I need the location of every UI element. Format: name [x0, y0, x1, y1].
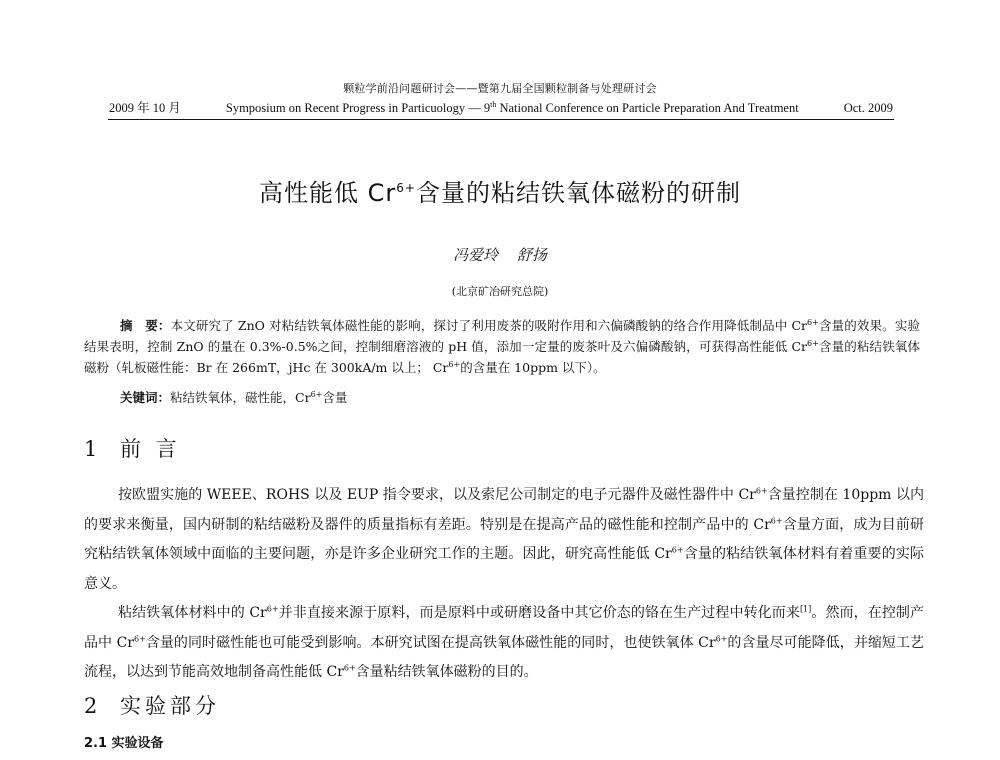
authors: 冯爱玲 舒扬: [453, 246, 547, 264]
title-sup: 6+: [396, 181, 416, 195]
keywords-label: 关键词：: [120, 390, 171, 405]
section-2-title: 实验部分: [120, 694, 220, 718]
abstract-text-4: 的含量在 10ppm 以下）。: [460, 360, 606, 375]
para1-text-1: 按欧盟实施的 WEEE、ROHS 以及 EUP 指令要求，以及索尼公司制定的电子元器件及磁性器件中 Cr: [118, 487, 756, 503]
para2-text-2: 并非直接来源于原料，而是原料中或研磨设备中其它价态的铬在生产过程中转化而来: [278, 605, 800, 621]
para1-sup-1: 6+: [755, 486, 768, 496]
para2-text-1: 粘结铁氧体材料中的 Cr: [118, 605, 267, 621]
conference-header-en: [109, 100, 893, 116]
keywords-text-2: 含量: [322, 390, 348, 405]
keywords-sup: 6+: [310, 389, 323, 399]
para2-text-5: 的含量尽可能降低，并缩短工艺流程，以达到节能高效地制备高性能低 Cr: [84, 634, 925, 680]
affiliation: (北京矿冶研究总院): [451, 285, 549, 298]
conference-header-cn: 颗粒学前沿问题研讨会——暨第九届全国颗粒制备与处理研讨会: [343, 82, 657, 95]
header-rule: [108, 119, 894, 120]
abstract-text-3: 含量的粘结铁氧体磁粉（轧板磁性能：Br 在 266mT，jHc 在 300kA/m 以上； Cr: [84, 339, 920, 375]
keywords: [120, 388, 920, 408]
section-1-title: 前 言: [120, 437, 181, 461]
para2-text-3: 。然而，在控制产品中 Cr: [84, 605, 924, 651]
para1-sup-3: 6+: [671, 545, 684, 555]
header-symposium-part-a: Symposium on Recent Progress in Particuology — 9: [225, 101, 491, 115]
para2-text-4: 含量的同时磁性能也可能受到影响。本研究试图在提高铁氧体磁性能的同时，也使铁氧体 Cr: [145, 634, 716, 651]
section-heading-2: [84, 692, 220, 720]
para2-sup-4: 6+: [343, 663, 356, 673]
abstract-sup-3: 6+: [448, 359, 461, 369]
section-heading-1: [84, 435, 181, 463]
header-symposium-part-b: National Conference on Particle Preparation And Treatment: [496, 101, 799, 115]
para2-sup-3: 6+: [715, 633, 728, 643]
para2-sup-1: 6+: [266, 604, 279, 614]
title-pre: 高性能低 Cr: [259, 179, 397, 207]
abstract-label: 摘 要：: [120, 318, 171, 333]
keywords-text-1: 粘结铁氧体，磁性能，Cr: [170, 390, 311, 405]
header-symposium-name: [226, 100, 799, 116]
intro-paragraph-1: [84, 481, 924, 599]
header-date-en: Oct. 2009: [843, 101, 893, 115]
subsection-heading: 2.1 实验设备: [84, 736, 164, 751]
header-ordinal-sup: th: [490, 99, 497, 109]
para1-sup-2: 6+: [770, 515, 783, 525]
header-date-cn: 2009 年 10 月: [109, 101, 181, 115]
para2-sup-2: 6+: [134, 633, 146, 643]
abstract-text-1: 本文研究了 ZnO 对粘结铁氧体磁性能的影响，探讨了利用废茶的吸附作用和六偏磷酸钠的络合作用降低制品中 Cr: [170, 318, 808, 333]
abstract-sup-2: 6+: [807, 338, 819, 348]
section-2-number: 2: [84, 694, 102, 718]
para1-text-2: 含量控制在 10ppm 以内的要求来衡量，国内研制的粘结磁粉及器件的质量指标有差距。特别是在提高产品的磁性能和控制产品中的 Cr: [84, 487, 924, 533]
para1-text-4: 含量的粘结铁氧体材料有着重要的实际意义。: [84, 546, 924, 592]
reference-marker: [1]: [799, 604, 812, 614]
para1-text-3: 含量方面，成为目前研究粘结铁氧体领域中面临的主要问题，亦是许多企业研究工作的主题。因此，研究高性能低 Cr: [84, 516, 925, 562]
paper-title: [0, 177, 1000, 209]
para2-text-6: 含量粘结铁氧体磁粉的目的。: [355, 664, 538, 680]
section-1-number: 1: [84, 437, 102, 461]
intro-paragraph-2: [84, 599, 924, 688]
abstract: [84, 315, 920, 378]
abstract-sup-1: 6+: [807, 317, 819, 327]
title-post: 含量的粘结铁氧体磁粉的研制: [415, 179, 741, 207]
abstract-text-2: 含量的效果。实验结果表明，控制 ZnO 的量在 0.3%-0.5%之间，控制细磨溶液的 pH 值，添加一定量的废茶叶及六偏磷酸钠，可获得高性能低 Cr: [84, 318, 920, 354]
